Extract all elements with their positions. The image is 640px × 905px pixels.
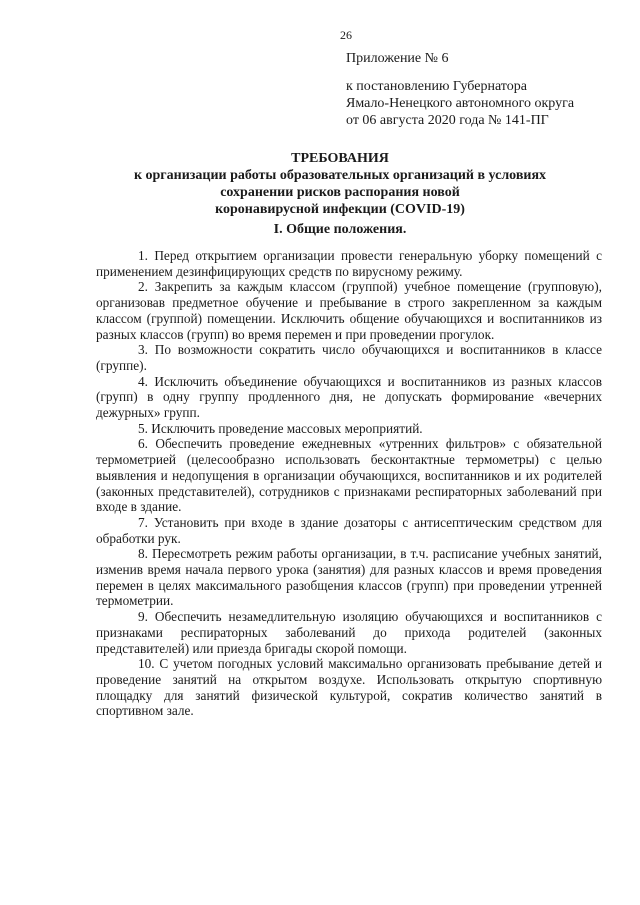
paragraph-7: 7. Установить при входе в здание дозаторы с антисептическим средством для обработки рук. [96, 514, 602, 546]
page-number: 26 [340, 28, 352, 42]
paragraph-10: 10. С учетом погодных условий максимально организовать пребывание детей и проведение занятий на открытом воздухе. Использовать открытую спортивную площадку для занятий физической культурой, сократив количество занятий в спортивном зале. [96, 656, 602, 719]
appendix-line-1: к постановлению Губернатора [346, 79, 527, 94]
paragraph-8: 8. Пересмотреть режим работы организации, в т.ч. расписание учебных занятий, изменив время начала первого урока (занятия) для разных классов и время проведения перемен в целях максимального разобщения классов (групп) при проведении утренней термометрии. [96, 546, 602, 609]
paragraph-5: 5. Исключить проведение массовых мероприятий. [138, 420, 423, 436]
document-title-line-4: коронавирусной инфекции (COVID-19) [215, 202, 465, 217]
document-body [96, 248, 602, 719]
paragraph-1: 1. Перед открытием организации провести генеральную уборку помещений с применением дезинфицирующих средств по вирусному режиму. [96, 248, 602, 279]
appendix-line-3: от 06 августа 2020 года № 141-ПГ [346, 113, 549, 128]
document-title-line-1: ТРЕБОВАНИЯ [291, 151, 389, 166]
appendix-title: Приложение № 6 [346, 51, 449, 66]
document-title-line-2: к организации работы образовательных организаций в условиях [133, 168, 547, 183]
paragraph-4: 4. Исключить объединение обучающихся и воспитанников из разных классов (групп) в одну группу продленного дня, не допускать формирование «вечерних дежурных» групп. [96, 373, 602, 421]
section-title: I. Общие положения. [273, 222, 407, 237]
document-title-line-3: сохранении рисков распорания новой [220, 185, 460, 200]
appendix-header [346, 50, 574, 129]
appendix-line-2: Ямало-Ненецкого автономного округа [346, 96, 575, 111]
document-title [100, 150, 580, 218]
paragraph-2: 2. Закрепить за каждым классом (группой) учебное помещение (групповую), организовав предметное обучение и пребывание в строго закрепленном за каждым классом (группой) помещении. Исключить общение обучающихся и воспитанников из разных классов (групп) во время перемен и при проведении прогулок. [96, 279, 602, 342]
paragraph-3: 3. По возможности сократить число обучающихся и воспитанников в классе (группе). [96, 342, 602, 373]
paragraph-9: 9. Обеспечить незамедлительную изоляцию обучающихся и воспитанников с признаками респираторных заболеваний до прихода родителей (законных представителей) или приезда бригады скорой помощи. [96, 609, 602, 656]
paragraph-6: 6. Обеспечить проведение ежедневных «утренних фильтров» с обязательной термометрией (целесообразно использовать бесконтактные термометры) с целью выявления и недопущения в организации обучающихся, воспитанников и их родителей (законных представителей), сотрудников с признаками респираторных заболеваний при входе в здание. [96, 436, 602, 515]
